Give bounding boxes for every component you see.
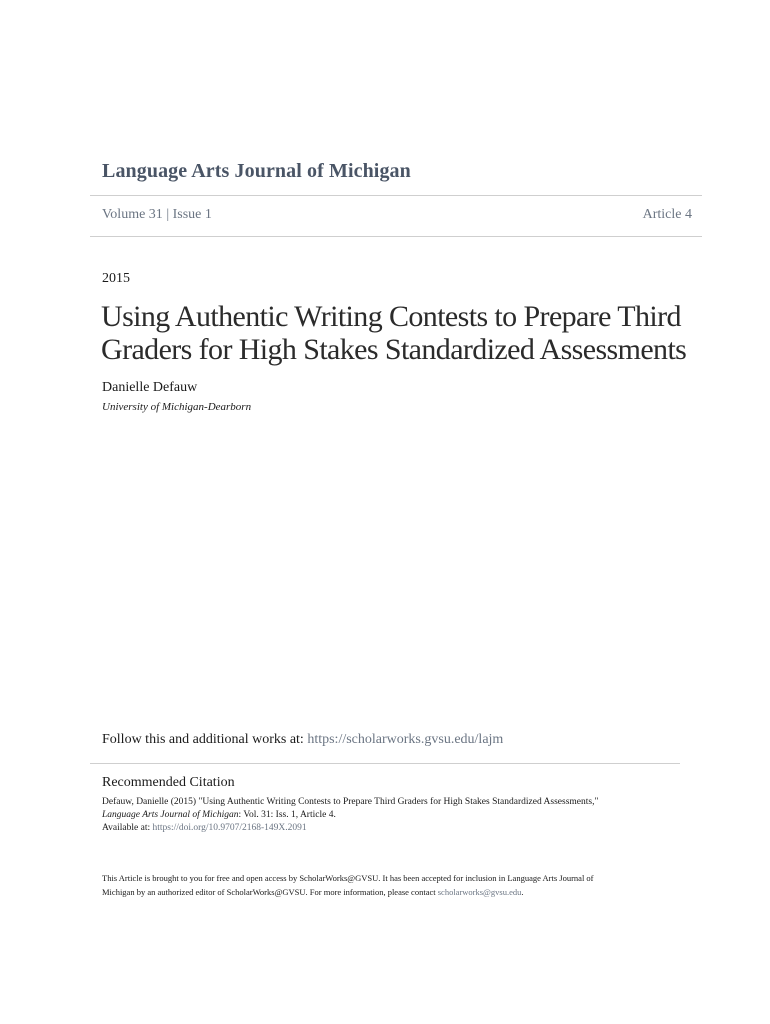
divider-citation (90, 763, 680, 764)
available-at-label: Available at: (102, 823, 153, 833)
citation-line1: Defauw, Danielle (2015) "Using Authentic Writing Contests to Prepare Third Graders for High Stakes Standardized Assessments," (102, 797, 599, 807)
repository-link[interactable]: https://scholarworks.gvsu.edu/lajm (307, 732, 504, 747)
volume-issue (102, 207, 212, 223)
publication-year: 2015 (102, 271, 130, 286)
doi-link[interactable]: https://doi.org/10.9707/2168-149X.2091 (152, 823, 307, 833)
access-notice (102, 871, 702, 899)
notice-line2: Michigan by an authorized editor of ScholarWorks@GVSU. For more information, please contact (102, 887, 438, 897)
article-title-line2: Graders for High Stakes Standardized Assessments (101, 333, 687, 366)
citation-text (102, 796, 702, 835)
divider-bottom (90, 236, 702, 237)
author-name: Danielle Defauw (102, 380, 198, 395)
notice-end: . (521, 887, 524, 897)
article-title (101, 300, 701, 366)
article-title-line1: Using Authentic Writing Contests to Prepare Third (101, 300, 681, 333)
citation-journal-name: Language Arts Journal of Michigan (102, 810, 239, 820)
follow-prefix: Follow this and additional works at: (102, 732, 308, 747)
journal-title-link[interactable]: Language Arts Journal of Michigan (102, 160, 411, 182)
volume-link[interactable]: Volume 31 (102, 207, 163, 222)
follow-line (102, 732, 503, 748)
author-affiliation: University of Michigan-Dearborn (102, 401, 252, 413)
issue-link[interactable]: Issue 1 (172, 207, 212, 222)
recommended-citation-heading: Recommended Citation (102, 775, 235, 790)
divider-top (90, 195, 702, 196)
volume-issue-separator: | (162, 207, 173, 222)
contact-email-link[interactable]: scholarworks@gvsu.edu (437, 887, 522, 897)
citation-volume-info: : Vol. 31: Iss. 1, Article 4. (238, 810, 336, 820)
notice-line1: This Article is brought to you for free and open access by ScholarWorks@GVSU. It has been accepted for inclusion in Language Arts Journal of (102, 873, 594, 883)
article-number: Article 4 (642, 207, 692, 222)
